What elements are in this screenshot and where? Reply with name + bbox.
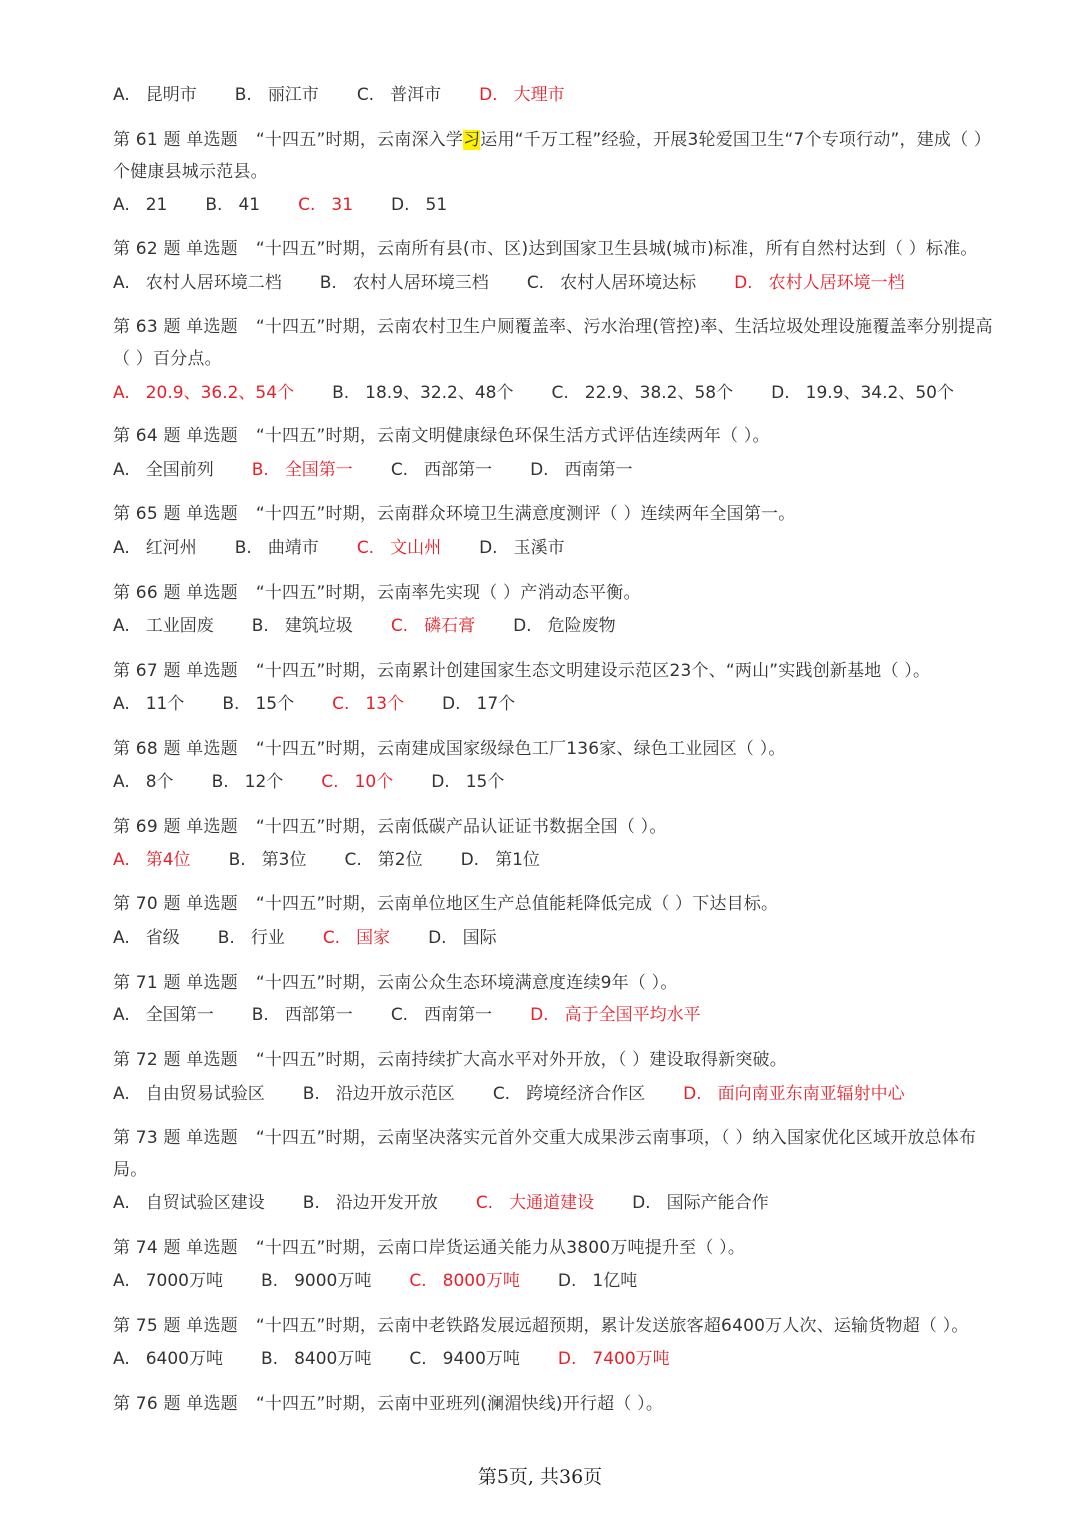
- option-text: 农村人居环境二档: [145, 273, 282, 293]
- option: [493, 1082, 645, 1106]
- option-text: 9400万吨: [442, 1349, 520, 1369]
- option: [552, 381, 734, 405]
- option: [632, 1191, 769, 1215]
- option-text: 15个: [255, 694, 295, 714]
- option-letter: D.: [513, 616, 532, 636]
- option-letter: A.: [113, 85, 130, 105]
- option-row: [113, 381, 1003, 405]
- question-label: 第 71 题 单选题: [113, 973, 238, 993]
- option-text: 21: [145, 195, 168, 215]
- question-stem: “十四五”时期，云南率先实现（ ）产消动态平衡。: [255, 583, 641, 603]
- option: [771, 381, 954, 405]
- option-letter: D.: [460, 850, 480, 870]
- option-text: 8000万吨: [442, 1271, 520, 1291]
- option: [391, 193, 447, 217]
- option-text: 国际产能合作: [666, 1193, 769, 1213]
- option: [527, 271, 696, 295]
- option-row-prev: [113, 83, 1003, 107]
- option-text: 7000万吨: [145, 1271, 223, 1291]
- option-letter: A.: [113, 273, 130, 293]
- option-correct: [323, 926, 390, 950]
- option-text: 自贸试验区建设: [145, 1193, 265, 1213]
- option-letter: A.: [113, 195, 130, 215]
- option: [113, 614, 214, 638]
- option-text: 大理市: [513, 85, 565, 105]
- option-letter: B.: [261, 1349, 279, 1369]
- option-correct: [321, 770, 393, 794]
- option-letter: C.: [321, 772, 339, 792]
- option-letter: B.: [251, 1005, 269, 1025]
- option-letter: C.: [390, 1005, 409, 1025]
- option-letter: A.: [113, 538, 130, 558]
- option-letter: C.: [409, 1349, 427, 1369]
- option-text: 磷石膏: [424, 616, 476, 636]
- question-label: 第 62 题 单选题: [113, 239, 238, 259]
- option-text: 沿边开放示范区: [335, 1084, 455, 1104]
- question-stem: “十四五”时期，云南单位地区生产总值能耗降低完成（ ）下达目标。: [255, 894, 779, 914]
- option-correct: [113, 381, 294, 405]
- option-letter: C.: [298, 195, 316, 215]
- option-text: 红河州: [145, 538, 197, 558]
- option-letter: D.: [771, 383, 790, 403]
- option-letter: B.: [302, 1193, 320, 1213]
- question-label: 第 68 题 单选题: [113, 739, 238, 759]
- option: [320, 271, 489, 295]
- option-row: [113, 770, 1003, 794]
- question-label: 第 73 题 单选题: [113, 1128, 238, 1148]
- option-letter: C.: [492, 1084, 511, 1104]
- option-text: 9000万吨: [294, 1271, 372, 1291]
- option-letter: D.: [557, 1349, 577, 1369]
- option-correct: [357, 536, 441, 560]
- option-letter: B.: [217, 928, 235, 948]
- question-stem: “十四五”时期，云南中亚班列(澜湄快线)开行超（ ）。: [255, 1394, 664, 1414]
- option-letter: B.: [222, 694, 240, 714]
- question-label: 第 74 题 单选题: [113, 1238, 238, 1258]
- option-letter: C.: [332, 694, 350, 714]
- option-letter: D.: [683, 1084, 702, 1104]
- question-label: 第 67 题 单选题: [113, 661, 238, 681]
- option-letter: D.: [479, 85, 498, 105]
- question-stem: “十四五”时期，云南中老铁路发展远超预期，累计发送旅客超6400万人次、运输货物超（ ）。: [255, 1316, 969, 1336]
- option: [530, 458, 633, 482]
- option-text: 沿边开发开放: [335, 1193, 438, 1213]
- question-text: [113, 1044, 1003, 1076]
- option: [479, 536, 565, 560]
- option-text: 西南第一: [424, 1005, 493, 1025]
- option-text: 国际: [462, 928, 497, 948]
- option-text: 大通道建设: [509, 1193, 595, 1213]
- option-text: 19.9、34.2、50个: [805, 383, 954, 403]
- question-text: [113, 1122, 1003, 1186]
- option-correct: [113, 848, 191, 872]
- option-letter: A.: [113, 850, 130, 870]
- question-stem: “十四五”时期，云南持续扩大高水平对外开放，（ ）建设取得新突破。: [255, 1050, 787, 1070]
- question-label: 第 65 题 单选题: [113, 504, 238, 524]
- option-text: 面向南亚东南亚辐射中心: [717, 1084, 905, 1104]
- question-text: [113, 124, 1003, 188]
- option: [357, 83, 441, 107]
- option-text: 第1位: [495, 850, 540, 870]
- option-text: 11个: [145, 694, 185, 714]
- option-letter: C.: [344, 850, 362, 870]
- option-letter: D.: [632, 1193, 651, 1213]
- option-letter: A.: [113, 460, 130, 480]
- option: [235, 536, 319, 560]
- option: [113, 1191, 265, 1215]
- option-text: 12个: [244, 772, 284, 792]
- option-text: 文山州: [390, 538, 442, 558]
- option-letter: D.: [391, 195, 410, 215]
- option: [113, 1269, 223, 1293]
- question-stem: “十四五”时期，云南群众环境卫生满意度测评（ ）连续两年全国第一。: [255, 504, 796, 524]
- question-label: 第 76 题 单选题: [113, 1394, 238, 1414]
- option: [113, 1003, 214, 1027]
- option: [261, 1347, 371, 1371]
- option-letter: A.: [113, 928, 130, 948]
- option-text: 17个: [476, 694, 516, 714]
- option-correct: [734, 271, 905, 295]
- option-letter: C.: [526, 273, 545, 293]
- option-letter: C.: [390, 616, 409, 636]
- option-letter: C.: [356, 538, 375, 558]
- option-text: 行业: [250, 928, 285, 948]
- option-text: 第4位: [145, 850, 191, 870]
- option-text: 41: [238, 195, 261, 215]
- option-letter: C.: [551, 383, 569, 403]
- option-text: 31: [331, 195, 354, 215]
- option-text: 跨境经济合作区: [526, 1084, 646, 1104]
- option-text: 15个: [465, 772, 505, 792]
- option-letter: D.: [557, 1271, 577, 1291]
- option-correct: [252, 458, 353, 482]
- option-letter: B.: [319, 273, 337, 293]
- option-letter: B.: [332, 383, 350, 403]
- option-text: 西部第一: [284, 1005, 353, 1025]
- option-correct: [479, 83, 565, 107]
- option-text: 18.9、32.2、48个: [365, 383, 514, 403]
- option-text: 国家: [356, 928, 391, 948]
- option-row: [113, 614, 1003, 638]
- option-letter: B.: [302, 1084, 320, 1104]
- question-stem: “十四五”时期，云南坚决落实元首外交重大成果涉云南事项，（ ）纳入国家优化区域开放总体布局。: [113, 1128, 977, 1180]
- option: [113, 1347, 223, 1371]
- option: [212, 770, 284, 794]
- option-text: 自由贸易试验区: [145, 1084, 265, 1104]
- option: [235, 83, 319, 107]
- option-text: 20.9、36.2、54个: [145, 383, 295, 403]
- option-text: 西南第一: [564, 460, 633, 480]
- option: [113, 536, 197, 560]
- option-letter: D.: [431, 772, 450, 792]
- question-label: 第 63 题 单选题: [113, 317, 238, 337]
- option: [113, 458, 214, 482]
- option-text: 工业固废: [145, 616, 214, 636]
- option-text: 全国前列: [145, 460, 214, 480]
- option-letter: D.: [530, 460, 549, 480]
- question-label: 第 75 题 单选题: [113, 1316, 238, 1336]
- option-letter: D.: [428, 928, 447, 948]
- question-text: [113, 1232, 1003, 1264]
- option: [229, 848, 307, 872]
- option-letter: D.: [442, 694, 461, 714]
- option-letter: B.: [211, 772, 229, 792]
- option-letter: D.: [530, 1005, 549, 1025]
- option-letter: C.: [390, 460, 409, 480]
- option-text: 农村人居环境一档: [768, 273, 905, 293]
- option: [252, 614, 353, 638]
- option-text: 玉溪市: [513, 538, 565, 558]
- option-letter: C.: [475, 1193, 494, 1213]
- question-text: [113, 498, 1003, 530]
- option-letter: A.: [113, 1349, 130, 1369]
- option: [332, 381, 513, 405]
- question-stem: “十四五”时期，云南低碳产品认证证书数据全国（ ）。: [255, 817, 667, 837]
- question-stem: “十四五”时期，云南所有县(市、区)达到国家卫生县城(城市)标准，所有自然村达到（ ）标准。: [255, 239, 978, 259]
- option: [409, 1347, 520, 1371]
- option-letter: C.: [409, 1271, 427, 1291]
- option: [113, 193, 167, 217]
- option: [252, 1003, 353, 1027]
- question-stem: “十四五”时期，云南累计创建国家生态文明建设示范区23个、“两山”实践创新基地（ ）。: [255, 661, 931, 681]
- option: [113, 926, 180, 950]
- option: [558, 1269, 637, 1293]
- option-text: 1亿吨: [592, 1271, 638, 1291]
- option-correct: [558, 1347, 670, 1371]
- option-text: 7400万吨: [592, 1349, 670, 1369]
- option-letter: C.: [322, 928, 341, 948]
- option: [391, 1003, 492, 1027]
- option-row: [113, 458, 1003, 482]
- option-letter: A.: [113, 1193, 130, 1213]
- question-stem: “十四五”时期，云南文明健康绿色环保生活方式评估连续两年（ ）。: [255, 426, 770, 446]
- option-correct: [391, 614, 475, 638]
- option-text: 全国第一: [145, 1005, 214, 1025]
- option: [428, 926, 497, 950]
- question-stem: “十四五”时期，云南公众生态环境满意度连续9年（ ）。: [255, 973, 678, 993]
- option: [303, 1082, 455, 1106]
- option-row: [113, 271, 1003, 295]
- option-row: [113, 1191, 1003, 1215]
- option-text: 51: [425, 195, 448, 215]
- option-letter: A.: [113, 772, 130, 792]
- question-text: [113, 733, 1003, 765]
- question-stem: “十四五”时期，云南农村卫生户厕覆盖率、污水治理(管控)率、生活垃圾处理设施覆盖率分别提高（ ）百分点。: [113, 317, 993, 369]
- option: [461, 848, 540, 872]
- option: [261, 1269, 371, 1293]
- option-text: 8个: [145, 772, 174, 792]
- option: [391, 458, 492, 482]
- question-stem-cont: 运用“千万工程”经验，开展3轮爱国卫生“7个专项行动”，建成（ ）个健康县城示范县。: [113, 130, 992, 182]
- option-letter: A.: [113, 694, 130, 714]
- option: [113, 271, 282, 295]
- question-text: [113, 311, 1003, 375]
- option-text: 危险废物: [547, 616, 616, 636]
- option-correct: [298, 193, 353, 217]
- question-label: 第 64 题 单选题: [113, 426, 238, 446]
- option-text: 高于全国平均水平: [564, 1005, 701, 1025]
- option-row: [113, 536, 1003, 560]
- option-text: 丽江市: [267, 85, 319, 105]
- option-letter: B.: [234, 538, 252, 558]
- option: [431, 770, 504, 794]
- page-footer: 第5页, 共36页: [477, 1466, 603, 1488]
- option-text: 6400万吨: [145, 1349, 223, 1369]
- option-row: [113, 848, 1003, 872]
- question-stem: “十四五”时期，云南深入学: [255, 130, 464, 150]
- option-letter: B.: [205, 195, 223, 215]
- question-text: [113, 888, 1003, 920]
- option-correct: [409, 1269, 520, 1293]
- option-letter: B.: [251, 460, 269, 480]
- question-label: 第 70 题 单选题: [113, 894, 238, 914]
- option-letter: B.: [261, 1271, 279, 1291]
- option-letter: B.: [251, 616, 269, 636]
- option: [513, 614, 616, 638]
- option-row: [113, 1269, 1003, 1293]
- question-text: [113, 420, 1003, 452]
- option-text: 农村人居环境三档: [352, 273, 489, 293]
- highlighted-char: 习: [463, 130, 481, 150]
- option-text: 第2位: [377, 850, 423, 870]
- option-letter: A.: [113, 1005, 130, 1025]
- option-letter: A.: [113, 383, 130, 403]
- option-letter: B.: [228, 850, 246, 870]
- option-correct: [530, 1003, 701, 1027]
- option-text: 西部第一: [424, 460, 493, 480]
- option-row: [113, 1347, 1003, 1371]
- option-letter: B.: [234, 85, 252, 105]
- option-text: 建筑垃圾: [284, 616, 353, 636]
- option-correct: [332, 692, 404, 716]
- question-label: 第 61 题 单选题: [113, 130, 238, 150]
- option-letter: A.: [113, 1271, 130, 1291]
- question-label: 第 66 题 单选题: [113, 583, 238, 603]
- option-row: [113, 1003, 1003, 1027]
- option-text: 13个: [365, 694, 405, 714]
- option-text: 普洱市: [390, 85, 442, 105]
- option-text: 第3位: [261, 850, 307, 870]
- option-text: 省级: [145, 928, 180, 948]
- option-text: 昆明市: [145, 85, 197, 105]
- option: [442, 692, 515, 716]
- question-label: 第 69 题 单选题: [113, 817, 238, 837]
- question-text: [113, 1388, 1003, 1420]
- question-label: 第 72 题 单选题: [113, 1050, 238, 1070]
- option-letter: A.: [113, 1084, 130, 1104]
- question-stem: “十四五”时期，云南建成国家级绿色工厂136家、绿色工业园区（ ）。: [255, 739, 786, 759]
- question-text: [113, 811, 1003, 843]
- option-letter: A.: [113, 616, 130, 636]
- option: [113, 1082, 265, 1106]
- option-text: 农村人居环境达标: [560, 273, 697, 293]
- option: [344, 848, 422, 872]
- option: [218, 926, 285, 950]
- question-text: [113, 577, 1003, 609]
- option-correct: [683, 1082, 905, 1106]
- option-correct: [476, 1191, 594, 1215]
- option-text: 全国第一: [284, 460, 353, 480]
- option: [222, 692, 294, 716]
- option-row: [113, 1082, 1003, 1106]
- option-text: 曲靖市: [267, 538, 319, 558]
- option-text: 10个: [354, 772, 394, 792]
- option: [205, 193, 260, 217]
- option: [113, 83, 197, 107]
- option-row: [113, 692, 1003, 716]
- option-letter: C.: [356, 85, 375, 105]
- option: [303, 1191, 438, 1215]
- option-letter: D.: [479, 538, 498, 558]
- option-text: 22.9、38.2、58个: [584, 383, 734, 403]
- option: [113, 692, 184, 716]
- option-row: [113, 193, 1003, 217]
- option-letter: D.: [734, 273, 753, 293]
- option-text: 8400万吨: [294, 1349, 372, 1369]
- question-text: [113, 1310, 1003, 1342]
- option-row: [113, 926, 1003, 950]
- question-text: [113, 655, 1003, 687]
- question-stem: “十四五”时期，云南口岸货运通关能力从3800万吨提升至（ ）。: [255, 1238, 746, 1258]
- question-text: [113, 967, 1003, 999]
- option: [113, 770, 174, 794]
- question-text: [113, 233, 1003, 265]
